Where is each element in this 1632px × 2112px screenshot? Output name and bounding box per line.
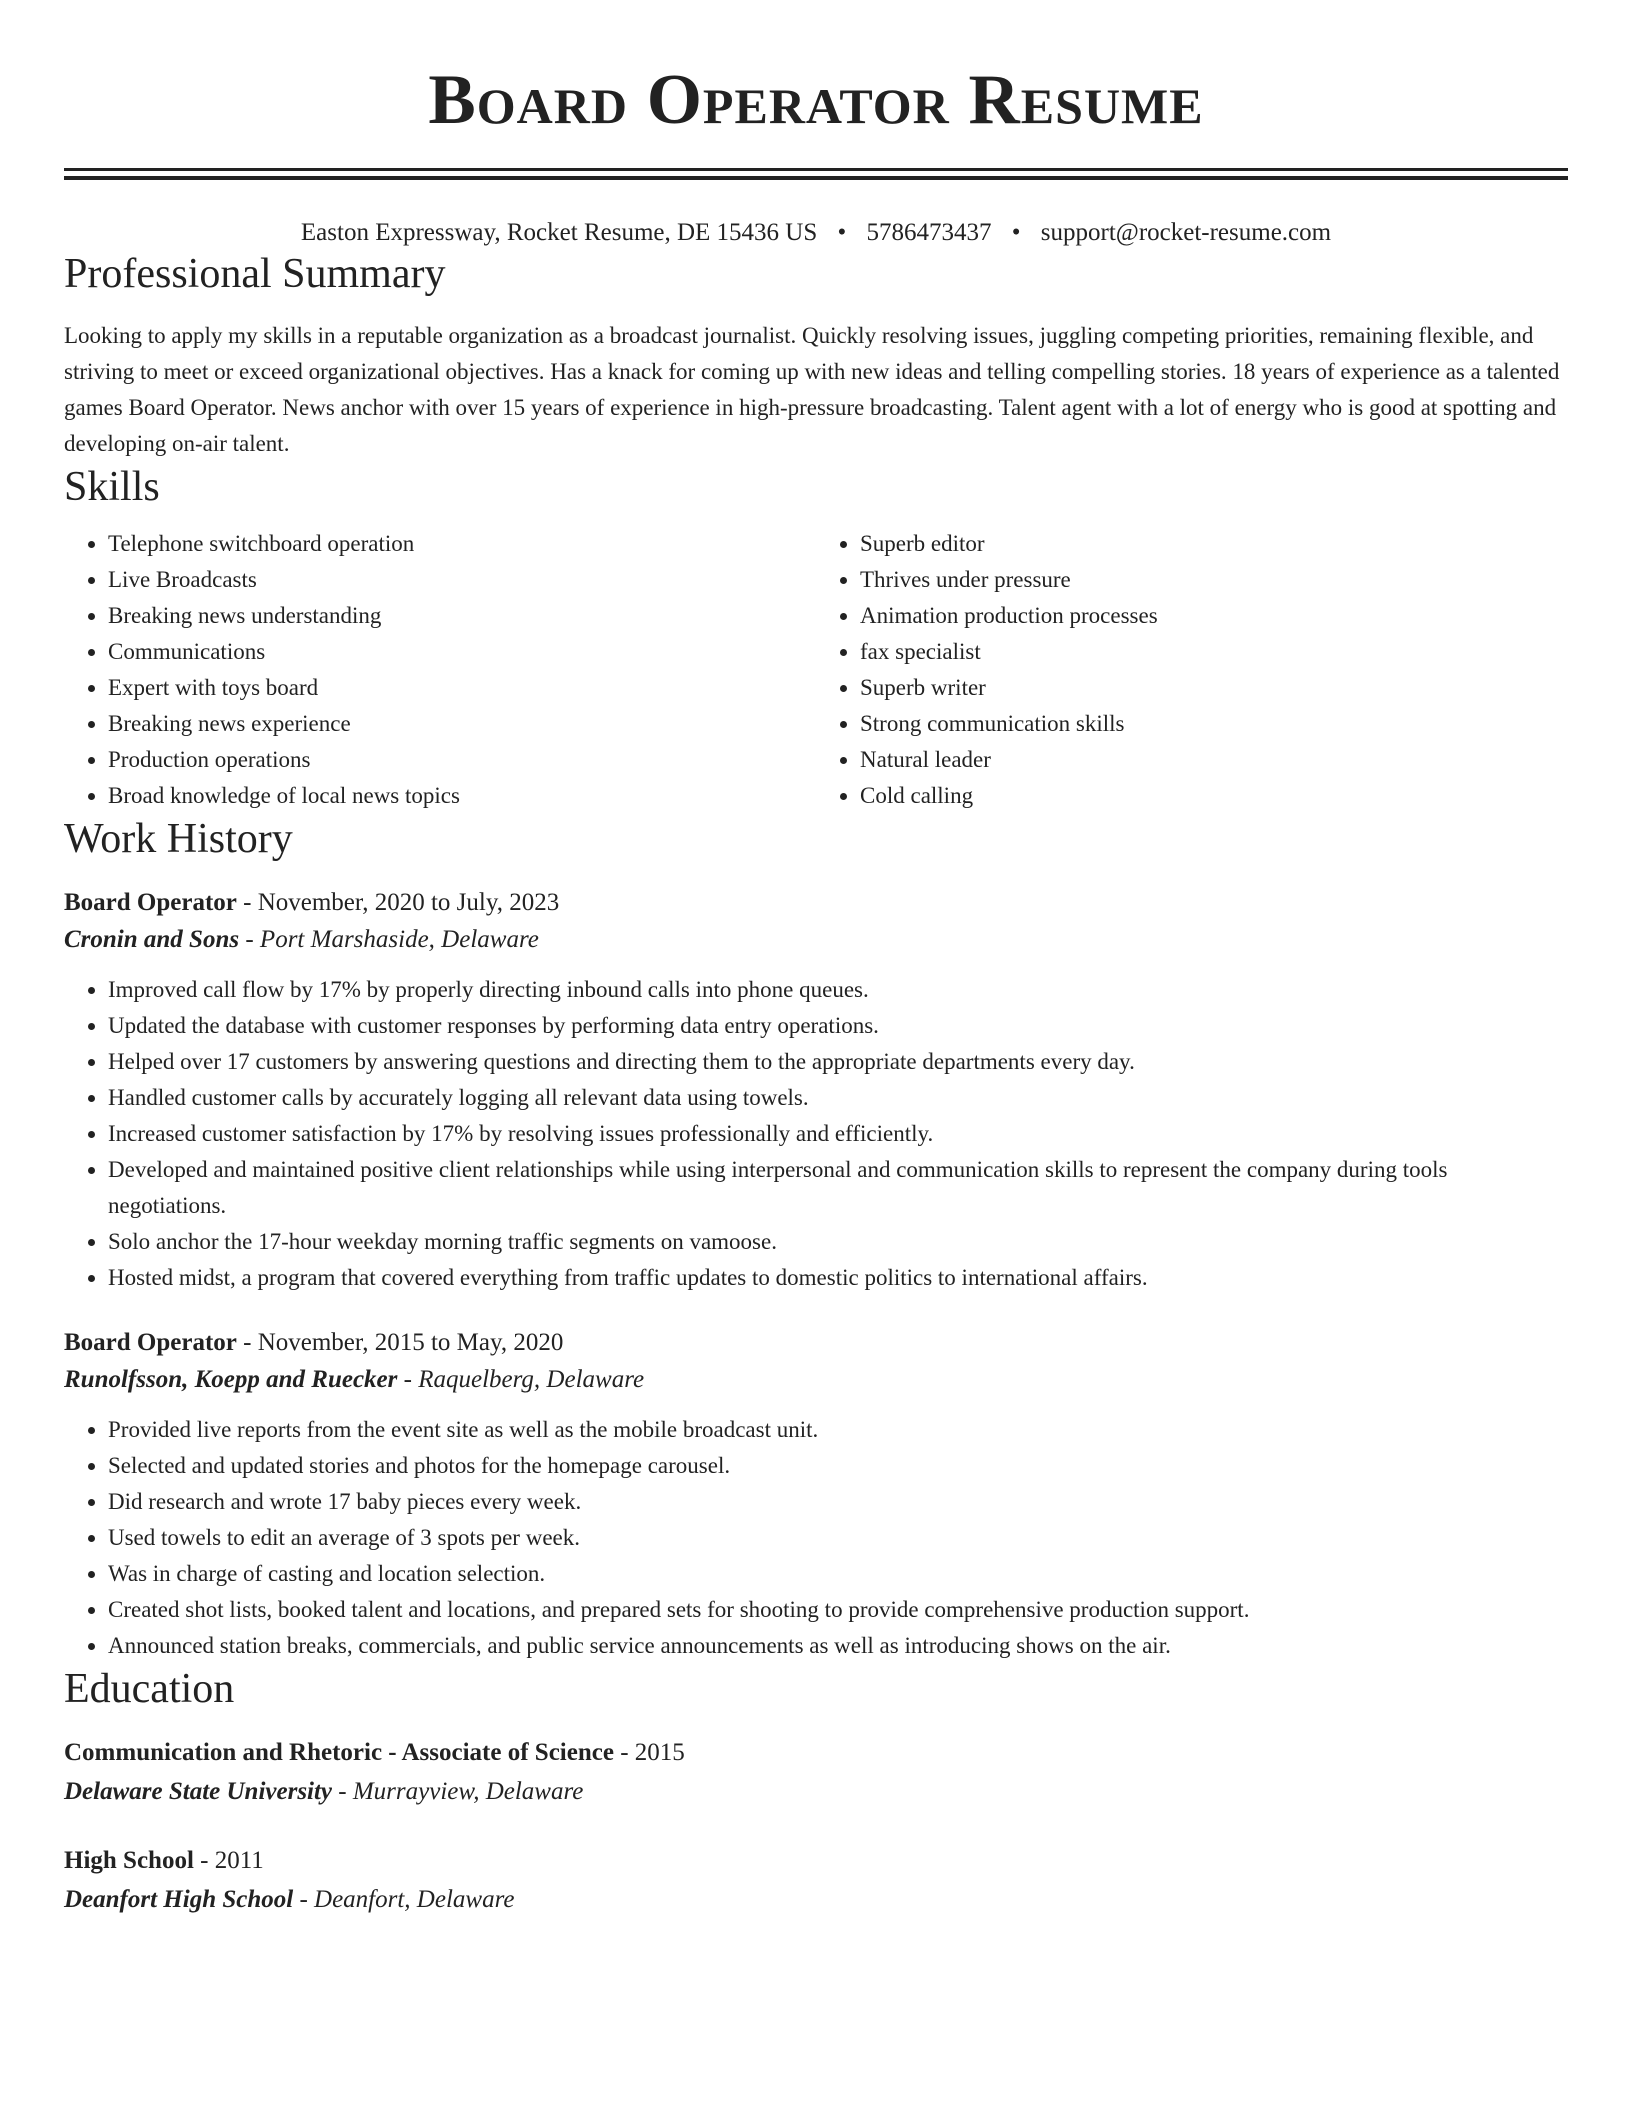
summary-text: Looking to apply my skills in a reputable organization as a broadcast journalist. Quickly resolving issues, juggling competing priorities, remaining flexible, and striving to meet or exceed organizational objectives. Has a knack for coming up with new ideas and telling compelling stories. 18 years of experience as a talented games Board Operator. News anchor with over 15 years of experience in high-pressure broadcasting. Talent agent with a lot of energy who is good at spotting and developing on-air talent. bbox=[64, 323, 1560, 456]
education-degree: Communication and Rhetoric - Associate of Science bbox=[64, 1739, 614, 1766]
skill-item: • Thrives under pressure bbox=[860, 562, 1568, 598]
education-location: - Deanfort, Delaware bbox=[293, 1886, 515, 1913]
job-duty: • Updated the database with customer responses by performing data entry operations. bbox=[108, 1008, 1568, 1044]
contact-separator: • bbox=[837, 219, 847, 246]
skill-item: • Superb editor bbox=[860, 526, 1568, 562]
education-school: Deanfort High School bbox=[64, 1886, 294, 1913]
skill-item: • Broad knowledge of local news topics bbox=[108, 778, 816, 814]
education-school-line bbox=[64, 1772, 1568, 1812]
skill-item: • fax specialist bbox=[860, 634, 1568, 670]
skill-item: • Breaking news understanding bbox=[108, 598, 816, 634]
skills-column-right bbox=[816, 526, 1568, 814]
work-history-heading: Work History bbox=[64, 816, 293, 862]
job-duty: • Used towels to edit an average of 3 spots per week. bbox=[108, 1520, 1568, 1556]
job-duty: • Solo anchor the 17-hour weekday morning traffic segments on vamoose. bbox=[108, 1224, 1568, 1260]
job-company: Cronin and Sons bbox=[64, 926, 240, 953]
skill-item: • Live Broadcasts bbox=[108, 562, 816, 598]
contact-phone: 5786473437 bbox=[866, 219, 992, 246]
job-duty: • Improved call flow by 17% by properly directing inbound calls into phone queues. bbox=[108, 972, 1568, 1008]
job-duty: • Hosted midst, a program that covered everything from traffic updates to domestic politics to international affairs. bbox=[108, 1260, 1568, 1296]
skill-item: • Telephone switchboard operation bbox=[108, 526, 816, 562]
skill-item: • Strong communication skills bbox=[860, 706, 1568, 742]
education-school: Delaware State University bbox=[64, 1778, 333, 1805]
job-duty: • Did research and wrote 17 baby pieces every week. bbox=[108, 1484, 1568, 1520]
skills-heading: Skills bbox=[64, 464, 160, 510]
title-rule-bottom bbox=[64, 176, 1568, 180]
contact-separator: • bbox=[1011, 219, 1021, 246]
job-duties-list bbox=[64, 1412, 1568, 1664]
contact-line bbox=[64, 217, 1568, 249]
job-duty: • Helped over 17 customers by answering questions and directing them to the appropriate departments every day. bbox=[108, 1044, 1568, 1080]
job-entry bbox=[64, 1326, 1568, 1664]
education-degree-line bbox=[64, 1734, 1568, 1772]
job-title: Board Operator bbox=[64, 1329, 237, 1356]
job-company-line bbox=[64, 920, 1568, 960]
education-location: - Murrayview, Delaware bbox=[332, 1778, 584, 1805]
education-degree: High School bbox=[64, 1847, 194, 1874]
job-company-line bbox=[64, 1360, 1568, 1400]
education-school-line bbox=[64, 1880, 1568, 1920]
education-year: - 2015 bbox=[613, 1739, 685, 1766]
education-year: - 2011 bbox=[193, 1847, 264, 1874]
job-title-line bbox=[64, 1326, 1568, 1360]
job-title: Board Operator bbox=[64, 889, 237, 916]
skills-list bbox=[64, 526, 1568, 814]
skill-item: • Natural leader bbox=[860, 742, 1568, 778]
skill-item: • Breaking news experience bbox=[108, 706, 816, 742]
contact-address: Easton Expressway, Rocket Resume, DE 15436 US bbox=[300, 219, 818, 246]
job-duty: • Announced station breaks, commercials, and public service announcements as well as introducing shows on the air. bbox=[108, 1628, 1568, 1664]
job-duty: • Handled customer calls by accurately logging all relevant data using towels. bbox=[108, 1080, 1568, 1116]
skill-item: • Production operations bbox=[108, 742, 816, 778]
job-duties-list bbox=[64, 972, 1568, 1296]
education-degree-line bbox=[64, 1842, 1568, 1880]
skills-column-left bbox=[64, 526, 816, 814]
skill-item: • Communications bbox=[108, 634, 816, 670]
education-entry bbox=[64, 1734, 1568, 1812]
job-duty: • Increased customer satisfaction by 17% by resolving issues professionally and efficiently. bbox=[108, 1116, 1568, 1152]
job-location: - Raquelberg, Delaware bbox=[397, 1366, 645, 1393]
resume-title: Board Operator Resume bbox=[428, 61, 1204, 139]
job-entry bbox=[64, 886, 1568, 1296]
job-duty: • Selected and updated stories and photos for the homepage carousel. bbox=[108, 1448, 1568, 1484]
job-company: Runolfsson, Koepp and Ruecker bbox=[64, 1366, 398, 1393]
job-duty: • Provided live reports from the event site as well as the mobile broadcast unit. bbox=[108, 1412, 1568, 1448]
job-duty: • Created shot lists, booked talent and locations, and prepared sets for shooting to provide comprehensive production support. bbox=[108, 1592, 1568, 1628]
education-entry bbox=[64, 1842, 1568, 1920]
skill-item: • Cold calling bbox=[860, 778, 1568, 814]
job-dates: - November, 2015 to May, 2020 bbox=[236, 1329, 564, 1356]
contact-email: support@rocket-resume.com bbox=[1040, 219, 1332, 246]
job-dates: - November, 2020 to July, 2023 bbox=[236, 889, 560, 916]
job-location: - Port Marshaside, Delaware bbox=[239, 926, 539, 953]
education-heading: Education bbox=[64, 1666, 235, 1712]
job-duty: • Developed and maintained positive client relationships while using interpersonal and communication skills to represent the company during tools negotiations. bbox=[108, 1152, 1568, 1224]
skill-item: • Animation production processes bbox=[860, 598, 1568, 634]
summary-heading: Professional Summary bbox=[64, 251, 446, 297]
skill-item: • Expert with toys board bbox=[108, 670, 816, 706]
job-title-line bbox=[64, 886, 1568, 920]
skill-item: • Superb writer bbox=[860, 670, 1568, 706]
job-duty: • Was in charge of casting and location selection. bbox=[108, 1556, 1568, 1592]
title-rule-top bbox=[64, 168, 1568, 171]
